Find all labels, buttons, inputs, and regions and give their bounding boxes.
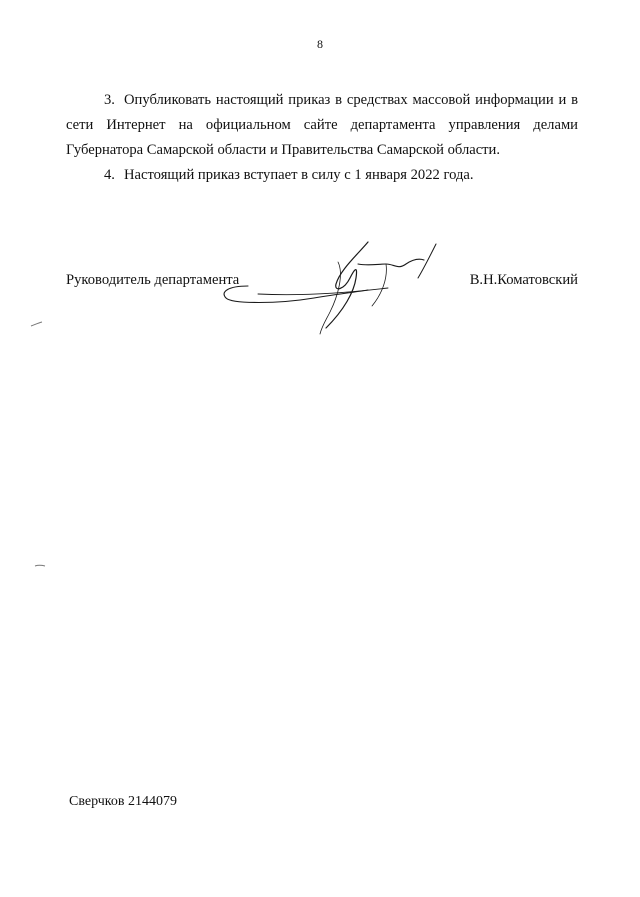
signature-stroke-underline (258, 288, 388, 295)
paragraph-item-3 (66, 88, 578, 163)
signatory-position: Руководитель департамента (66, 272, 240, 288)
document-body (66, 88, 578, 188)
handwritten-signature (218, 234, 448, 338)
signature-stroke-cross (358, 259, 424, 266)
signatory-name: В.Н.Коматовский (469, 272, 578, 288)
paragraph-number: 3. (104, 92, 115, 108)
paragraph-number: 4. (104, 167, 115, 183)
signature-stroke-tail (372, 264, 386, 306)
signature-stroke-right (418, 244, 436, 278)
paragraph-text: Опубликовать настоящий приказ в средствах массовой информации и в сети Интернет на официальном сайте департамента управления делами Губернатора Самарской области и Правительства Самарской области. (66, 92, 578, 158)
paragraph-item-4 (66, 163, 578, 188)
page-number: 8 (317, 37, 323, 51)
paragraph-text: Настоящий приказ вступает в силу с 1 января 2022 года. (124, 167, 474, 183)
scan-artifact-mark (34, 563, 46, 569)
executor-note: Сверчков 2144079 (69, 794, 177, 809)
scan-artifact-mark (30, 320, 44, 328)
signature-stroke-main (326, 242, 368, 328)
